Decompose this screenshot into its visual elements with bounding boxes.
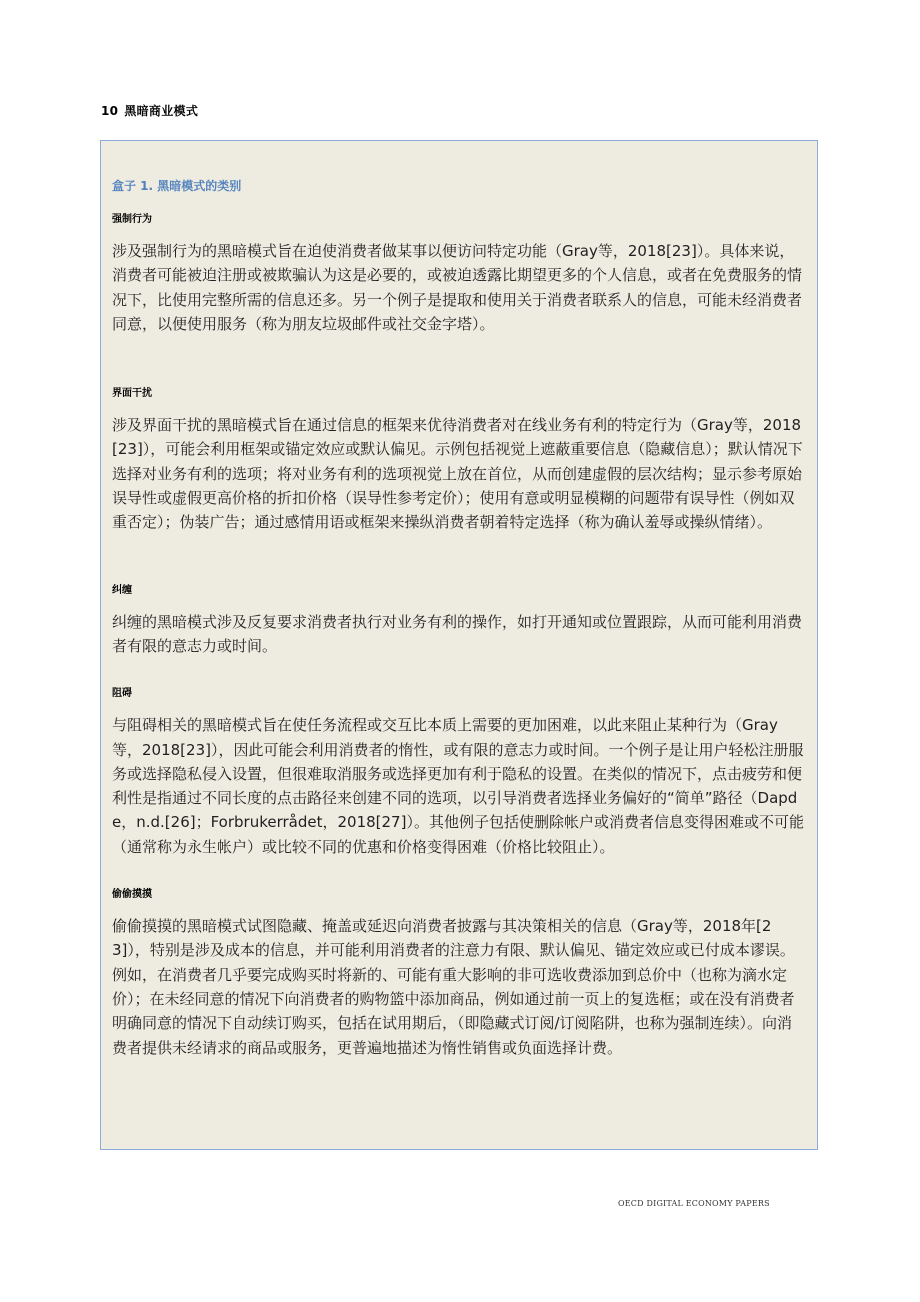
section-heading: 偷偷摸摸	[112, 889, 152, 901]
section-body: 涉及强制行为的黑暗模式旨在迫使消费者做某事以便访问特定功能（Gray等，2018[23]）。具体来说，消费者可能被迫注册或被欺骗认为这是必要的，或被迫透露比期望更多的个人信息，或者在免费服务的情况下，比使用完整所需的信息还多。另一个例子是提取和使用关于消费者联系人的信息，可能未经消费者同意，以便使用服务（称为朋友垃圾邮件或社交金字塔）。	[112, 242, 803, 333]
section-obstruction	[112, 684, 805, 859]
info-box	[100, 140, 818, 1150]
box-title: 盒子 1. 黑暗模式的类别	[112, 179, 242, 193]
section-interface-interference	[112, 384, 805, 534]
section-heading: 强制行为	[112, 214, 152, 225]
section-body: 涉及界面干扰的黑暗模式旨在通过信息的框架来优待消费者对在线业务有利的特定行为（Gray等，2018[23]），可能会利用框架或锚定效应或默认偏见。示例包括视觉上遮蔽重要信息（隐藏信息）；默认情况下选择对业务有利的选项；将对业务有利的选项视觉上放在首位，从而创建虚假的层次结构；显示参考原始误导性或虚假更高价格的折扣价格（误导性参考定价）；使用有意或明显模糊的问题带有误导性（例如双重否定）；伪装广告；通过感情用语或框架来操纵消费者朝着特定选择（称为确认羞辱或操纵情绪）。	[112, 416, 803, 532]
section-body: 与阻碍相关的黑暗模式旨在使任务流程或交互比本质上需要的更加困难，以此来阻止某种行为（Gray等，2018[23]），因此可能会利用消费者的惰性，或有限的意志力或时间。一个例子是让用户轻松注册服务或选择隐私侵入设置，但很难取消服务或选择更加有利于隐私的设置。在类似的情况下，点击疲劳和便利性是指通过不同长度的点击路径来创建不同的选项，以引导消费者选择业务偏好的“简单”路径（Dapde，n.d.[26]；Forbrukerrådet，2018[27]）。其他例子包括使删除帐户或消费者信息变得困难或不可能（通常称为永生帐户）或比较不同的优惠和价格变得困难（价格比较阻止）。	[112, 716, 804, 856]
section-body: 纠缠的黑暗模式涉及反复要求消费者执行对业务有利的操作，如打开通知或位置跟踪，从而可能利用消费者有限的意志力或时间。	[112, 612, 803, 655]
section-heading: 纠缠	[112, 584, 132, 596]
section-heading: 界面干扰	[112, 388, 152, 400]
running-title: 黑暗商业模式	[124, 104, 199, 118]
section-nagging	[112, 581, 805, 659]
section-sneaking	[112, 885, 805, 1060]
page-number: 10	[101, 104, 119, 118]
section-coercion	[112, 210, 805, 336]
page-footer: OECD DIGITAL ECONOMY PAPERS	[618, 1199, 770, 1208]
section-heading: 阻碍	[112, 688, 132, 700]
page-header	[101, 102, 198, 119]
section-body: 偷偷摸摸的黑暗模式试图隐藏、掩盖或延迟向消费者披露与其决策相关的信息（Gray等，2018年[23]），特别是涉及成本的信息，并可能利用消费者的注意力有限、默认偏见、锚定效应或已付成本谬误。例如，在消费者几乎要完成购买时将新的、可能有重大影响的非可选收费添加到总价中（也称为滴水定价）；在未经同意的情况下向消费者的购物篮中添加商品，例如通过前一页上的复选框；或在没有消费者明确同意的情况下自动续订购买，包括在试用期后，（即隐藏式订阅/订阅陷阱，也称为强制连续）。向消费者提供未经请求的商品或服务，更普遍地描述为惰性销售或负面选择计费。	[112, 917, 795, 1057]
